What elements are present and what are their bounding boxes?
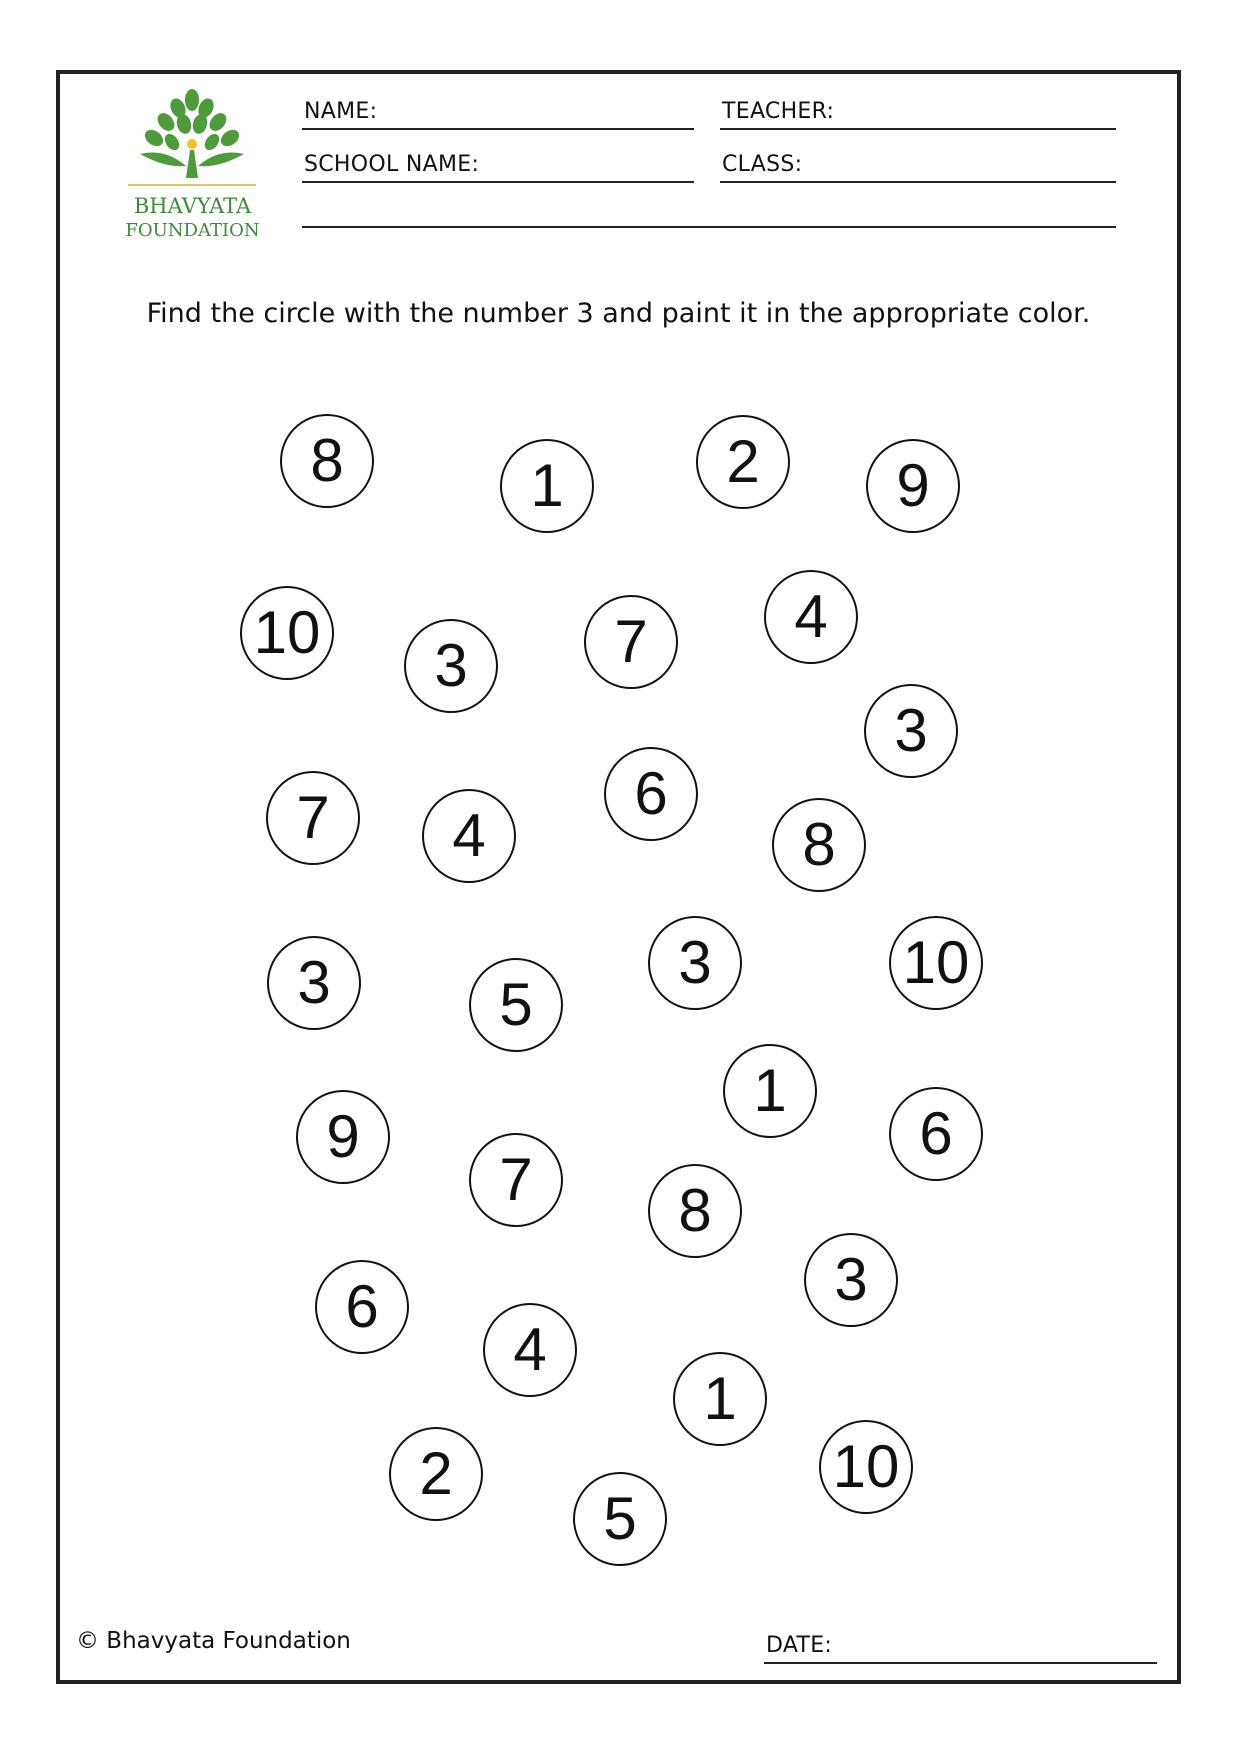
number-circle[interactable]: 1: [723, 1044, 817, 1138]
number-circle[interactable]: 3: [648, 916, 742, 1010]
number-circle[interactable]: 6: [889, 1087, 983, 1181]
foundation-logo: [120, 88, 265, 248]
number-circle[interactable]: 7: [469, 1133, 563, 1227]
date-field[interactable]: [764, 1624, 1157, 1664]
class-field[interactable]: [720, 143, 1116, 183]
number-circle[interactable]: 8: [280, 414, 374, 508]
teacher-label: TEACHER:: [722, 99, 835, 124]
logo-text-line2: FOUNDATION: [125, 220, 260, 241]
number-circle[interactable]: 1: [500, 439, 594, 533]
number-circle[interactable]: 9: [296, 1090, 390, 1184]
name-field[interactable]: [302, 90, 694, 130]
extra-blank-line: [302, 226, 1116, 228]
number-circle[interactable]: 7: [584, 595, 678, 689]
number-circle[interactable]: 6: [315, 1260, 409, 1354]
class-label: CLASS:: [722, 152, 803, 177]
tree-icon: [120, 88, 265, 188]
number-circle[interactable]: 2: [696, 415, 790, 509]
number-circle[interactable]: 7: [266, 771, 360, 865]
number-circle[interactable]: 3: [864, 684, 958, 778]
instruction-text: Find the circle with the number 3 and paint it in the appropriate color.: [146, 298, 1091, 329]
number-circle[interactable]: 10: [889, 916, 983, 1010]
number-circle[interactable]: 3: [404, 619, 498, 713]
number-circle[interactable]: 5: [573, 1472, 667, 1566]
number-circle[interactable]: 4: [422, 789, 516, 883]
school-name-field[interactable]: [302, 143, 694, 183]
number-circle[interactable]: 8: [648, 1164, 742, 1258]
number-circle[interactable]: 2: [389, 1427, 483, 1521]
name-label: NAME:: [304, 99, 378, 124]
copyright-text: © Bhavyata Foundation: [76, 1628, 351, 1654]
number-circle[interactable]: 4: [764, 570, 858, 664]
number-circle[interactable]: 3: [267, 936, 361, 1030]
number-circle[interactable]: 5: [469, 958, 563, 1052]
number-circle[interactable]: 10: [240, 586, 334, 680]
number-circle[interactable]: 9: [866, 439, 960, 533]
date-label: DATE:: [766, 1633, 833, 1658]
logo-text-line1: BHAVYATA: [133, 194, 252, 218]
number-circle[interactable]: 3: [804, 1233, 898, 1327]
school-name-label: SCHOOL NAME:: [304, 152, 480, 177]
number-circle[interactable]: 8: [772, 798, 866, 892]
number-circle[interactable]: 1: [673, 1352, 767, 1446]
number-circle[interactable]: 10: [819, 1420, 913, 1514]
teacher-field[interactable]: [720, 90, 1116, 130]
number-circle[interactable]: 4: [483, 1303, 577, 1397]
number-circle[interactable]: 6: [604, 747, 698, 841]
